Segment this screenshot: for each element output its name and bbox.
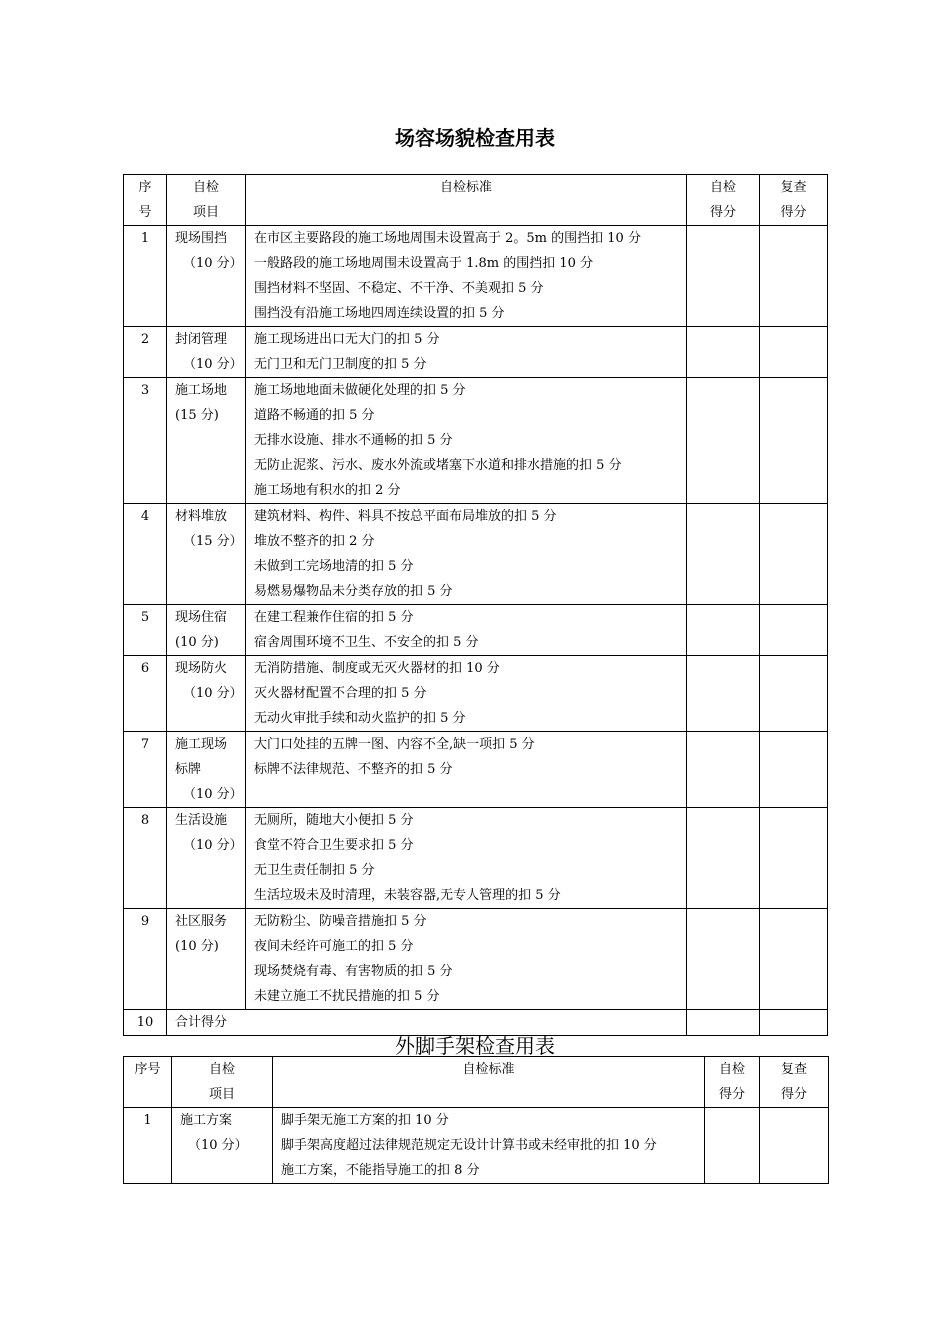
table-row	[124, 808, 828, 909]
table-row	[124, 378, 828, 504]
item-line: 社区服务	[175, 914, 228, 929]
header-item: 自检 项目	[167, 175, 246, 226]
standard-line: 堆放不整齐的扣 2 分	[254, 534, 375, 549]
standard-line: 建筑材料、构件、料具不按总平面布局堆放的扣 5 分	[254, 509, 557, 524]
self-score-cell[interactable]	[687, 605, 760, 656]
standard-line: 未做到工完场地清的扣 5 分	[254, 559, 414, 574]
scaffold-check-table	[123, 1056, 829, 1184]
header-standard: 自检标准	[246, 175, 687, 226]
standard-line: 食堂不符合卫生要求扣 5 分	[254, 838, 414, 853]
standard-line: 无门卫和无门卫制度的扣 5 分	[254, 357, 427, 372]
table2-header-row	[124, 1057, 829, 1108]
row-item	[167, 378, 246, 504]
standard-line: 施工现场进出口无大门的扣 5 分	[254, 332, 440, 347]
standard-line: 灭火器材配置不合理的扣 5 分	[254, 686, 427, 701]
row-seq: 1	[124, 226, 167, 327]
row-standards	[246, 378, 687, 504]
item-line: 现场住宿	[175, 610, 228, 625]
table-row	[124, 1108, 829, 1184]
row-seq: 3	[124, 378, 167, 504]
standard-line: 夜间未经许可施工的扣 5 分	[254, 939, 414, 954]
row-item	[167, 327, 246, 378]
row-standards	[246, 504, 687, 605]
item-line: 现场防火	[175, 661, 228, 676]
total-seq: 10	[124, 1010, 167, 1036]
self-score-cell[interactable]	[687, 656, 760, 732]
standard-line: 脚手架无施工方案的扣 10 分	[281, 1113, 449, 1128]
row-seq: 6	[124, 656, 167, 732]
standard-line: 现场焚烧有毒、有害物质的扣 5 分	[254, 964, 453, 979]
table-row	[124, 909, 828, 1010]
standard-line: 无防粉尘、防噪音措施扣 5 分	[254, 914, 427, 929]
review-score-cell[interactable]	[760, 504, 828, 605]
total-label: 合计得分	[167, 1010, 687, 1036]
row-standards	[246, 226, 687, 327]
item-line: (10 分)	[175, 635, 219, 650]
standard-line: 易燃易爆物品未分类存放的扣 5 分	[254, 584, 453, 599]
header-self-score: 自检 得分	[705, 1057, 760, 1108]
item-line: （10 分）	[188, 1138, 248, 1153]
table-row	[124, 656, 828, 732]
table1-title: 场容场貌检查用表	[395, 126, 555, 150]
review-score-cell[interactable]	[760, 656, 828, 732]
row-standards	[273, 1108, 705, 1184]
standard-line: 无厕所，随地大小便扣 5 分	[254, 813, 414, 828]
item-line: 施工场地	[175, 383, 228, 398]
standard-line: 施工场地有积水的扣 2 分	[254, 483, 401, 498]
header-seq: 序号	[124, 1057, 172, 1108]
row-standards	[246, 327, 687, 378]
row-item	[167, 656, 246, 732]
standard-line: 施工方案，不能指导施工的扣 8 分	[281, 1163, 480, 1178]
self-score-cell[interactable]	[687, 504, 760, 605]
row-seq: 8	[124, 808, 167, 909]
review-score-cell[interactable]	[760, 226, 828, 327]
header-self-score: 自检 得分	[687, 175, 760, 226]
standard-line: 标牌不法律规范、不整齐的扣 5 分	[254, 762, 453, 777]
row-item	[167, 504, 246, 605]
row-seq: 1	[124, 1108, 172, 1184]
row-item	[167, 226, 246, 327]
review-score-cell[interactable]	[760, 1108, 829, 1184]
row-standards	[246, 808, 687, 909]
table-row	[124, 605, 828, 656]
table-row	[124, 732, 828, 808]
row-item	[167, 732, 246, 808]
standard-line: 围挡没有沿施工场地四周连续设置的扣 5 分	[254, 306, 505, 321]
review-score-cell[interactable]	[760, 378, 828, 504]
item-line: 标牌	[175, 762, 202, 777]
table1-header-row	[124, 175, 828, 226]
item-line: (10 分)	[175, 939, 219, 954]
self-score-cell[interactable]	[687, 226, 760, 327]
self-score-cell[interactable]	[687, 327, 760, 378]
header-review-score: 复查 得分	[760, 1057, 829, 1108]
standard-line: 宿舍周围环境不卫生、不安全的扣 5 分	[254, 635, 479, 650]
item-line: 现场围挡	[175, 231, 228, 246]
review-score-cell[interactable]	[760, 909, 828, 1010]
row-standards	[246, 732, 687, 808]
review-score-cell[interactable]	[760, 732, 828, 808]
table2-title: 外脚手架检查用表	[395, 1034, 555, 1058]
header-seq: 序 号	[124, 175, 167, 226]
standard-line: 道路不畅通的扣 5 分	[254, 408, 375, 423]
item-line: 施工现场	[175, 737, 228, 752]
item-line: （15 分）	[183, 534, 243, 549]
table-row	[124, 327, 828, 378]
row-item	[167, 808, 246, 909]
table-row	[124, 504, 828, 605]
self-score-cell[interactable]	[687, 909, 760, 1010]
row-standards	[246, 909, 687, 1010]
row-item	[167, 909, 246, 1010]
row-seq: 7	[124, 732, 167, 808]
table-row	[124, 226, 828, 327]
row-item	[172, 1108, 273, 1184]
standard-line: 无防止泥浆、污水、废水外流或堵塞下水道和排水措施的扣 5 分	[254, 458, 622, 473]
header-review-score: 复查 得分	[760, 175, 828, 226]
standard-line: 围挡材料不坚固、不稳定、不干净、不美观扣 5 分	[254, 281, 544, 296]
standard-line: 施工场地地面未做硬化处理的扣 5 分	[254, 383, 466, 398]
item-line: （10 分）	[183, 686, 243, 701]
standard-line: 在市区主要路段的施工场地周围未设置高于 2。5m 的围挡扣 10 分	[254, 231, 641, 246]
standard-line: 无动火审批手续和动火监护的扣 5 分	[254, 711, 466, 726]
row-standards	[246, 605, 687, 656]
item-line: （10 分）	[183, 787, 243, 802]
item-line: 施工方案	[180, 1113, 233, 1128]
row-seq: 2	[124, 327, 167, 378]
standard-line: 脚手架高度超过法律规范规定无设计计算书或未经审批的扣 10 分	[281, 1138, 657, 1153]
item-line: 材料堆放	[175, 509, 228, 524]
self-score-cell[interactable]	[687, 378, 760, 504]
row-seq: 5	[124, 605, 167, 656]
site-appearance-check-table	[123, 174, 828, 1036]
item-line: （10 分）	[183, 256, 243, 271]
self-score-cell[interactable]	[705, 1108, 760, 1184]
item-line: (15 分)	[175, 408, 219, 423]
header-standard: 自检标准	[273, 1057, 705, 1108]
item-line: （10 分）	[183, 357, 243, 372]
row-seq: 4	[124, 504, 167, 605]
standard-line: 未建立施工不扰民措施的扣 5 分	[254, 989, 440, 1004]
self-score-cell[interactable]	[687, 732, 760, 808]
standard-line: 无卫生责任制扣 5 分	[254, 863, 375, 878]
item-line: （10 分）	[183, 838, 243, 853]
review-score-cell[interactable]	[760, 327, 828, 378]
standard-line: 大门口处挂的五牌一图、内容不全,缺一项扣 5 分	[254, 737, 535, 752]
row-standards	[246, 656, 687, 732]
review-score-cell[interactable]	[760, 808, 828, 909]
standard-line: 生活垃圾未及时清理，未装容器,无专人管理的扣 5 分	[254, 888, 561, 903]
item-line: 生活设施	[175, 813, 228, 828]
row-seq: 9	[124, 909, 167, 1010]
item-line: 封闭管理	[175, 332, 228, 347]
self-score-cell[interactable]	[687, 808, 760, 909]
header-item: 自检 项目	[172, 1057, 273, 1108]
standard-line: 无消防措施、制度或无灭火器材的扣 10 分	[254, 661, 500, 676]
standard-line: 在建工程兼作住宿的扣 5 分	[254, 610, 414, 625]
standard-line: 一般路段的施工场地周围未设置高于 1.8m 的围挡扣 10 分	[254, 256, 594, 271]
standard-line: 无排水设施、排水不通畅的扣 5 分	[254, 433, 453, 448]
review-score-cell[interactable]	[760, 605, 828, 656]
row-item	[167, 605, 246, 656]
